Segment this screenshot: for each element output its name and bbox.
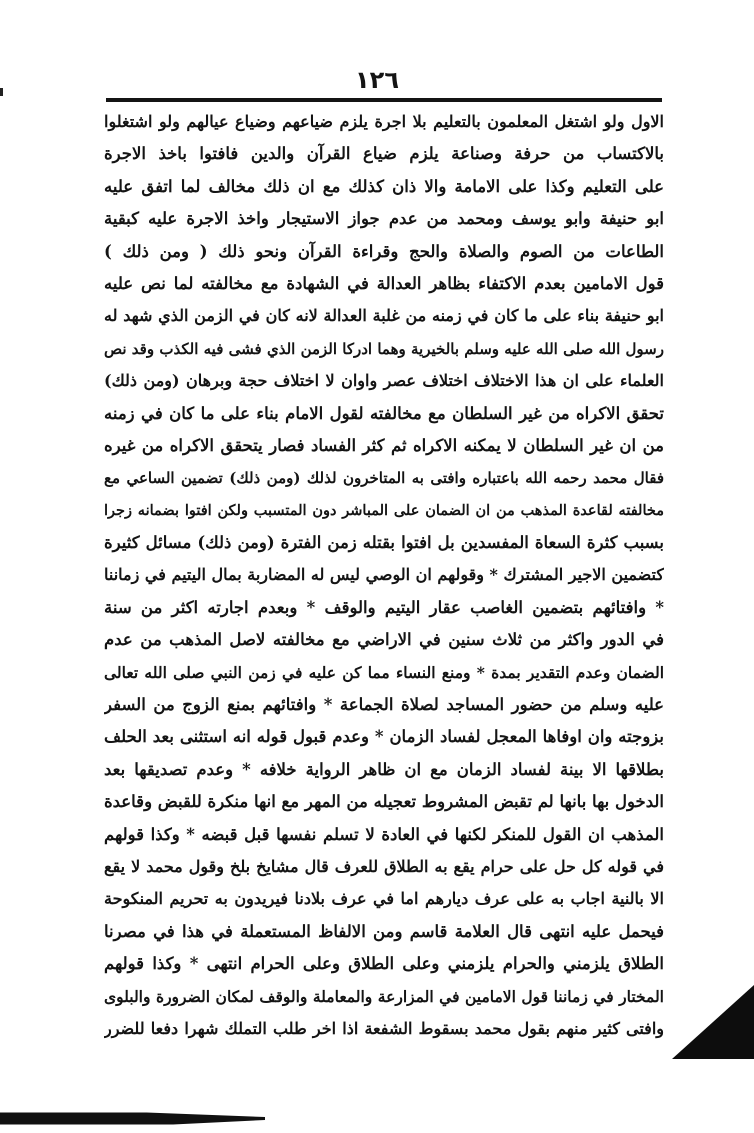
text-line: الدخول بها بانها لم تقبض المشروط تعجيله من المهر مع انها منكرة للقبض وقاعدة bbox=[104, 792, 664, 812]
text-line: قول الامامين بعدم الاكتفاء بظاهر العدالة في الشهادة مع مخالفته لما نص عليه bbox=[104, 273, 664, 293]
text-line: ابو حنيفة بناء على ما كان في زمنه من غلبة العدالة لانه كان في الزمن الذي شهد له bbox=[104, 306, 664, 326]
text-line: رسول الله صلى الله عليه وسلم بالخيرية وهما ادركا الزمن الذي فشى فيه الكذب وقد نص bbox=[104, 339, 664, 358]
text-line: ابو حنيفة وابو يوسف ومحمد من عدم جواز الاستيجار واخذ الاجرة عليه كبقية bbox=[104, 209, 664, 229]
text-line: مخالفته لقاعدة المذهب من ان الضمان على المباشر دون المتسبب ولكن افتوا بضمانه زجرا bbox=[104, 501, 664, 519]
text-line: بسبب كثرة السعاة المفسدين بل افتوا بقتله زمن الفترة (ومن ذلك) مسائل كثيرة bbox=[104, 533, 664, 553]
text-line: بزوجته وان اوفاها المعجل لفساد الزمان * وعدم قبول قوله انه استثنى بعد الحلف bbox=[104, 727, 664, 747]
text-line: في الدور واكثر من ثلاث سنين في الاراضي مع مخالفته لاصل المذهب من عدم bbox=[104, 630, 664, 650]
text-line: العلماء على ان هذا الاختلاف اختلاف عصر واوان لا اختلاف حجة وبرهان (ومن ذلك) bbox=[104, 371, 664, 391]
text-line: الاول ولو اشتغل المعلمون بالتعليم بلا اجرة يلزم ضياعهم وضياع عيالهم ولو اشتغلوا bbox=[104, 112, 664, 131]
text-line: * وافتائهم بتضمين الغاصب عقار اليتيم والوقف * وبعدم اجارته اكثر من سنة bbox=[104, 597, 664, 617]
text-line: على التعليم وكذا على الامامة والا ذان كذلك مع ان ذلك مخالف لما اتفق عليه bbox=[104, 176, 664, 196]
scan-shadow-bottom bbox=[0, 1104, 265, 1133]
text-line: المختار في زماننا قول الامامين في المزارعة والمعاملة والوقف لمكان الضرورة والبلوى bbox=[104, 986, 664, 1006]
text-line: كتضمين الاجير المشترك * وقولهم ان الوصي ليس له المضاربة بمال اليتيم في زماننا bbox=[104, 565, 664, 585]
text-line: في قوله كل حل على حرام يقع به الطلاق للعرف قال مشايخ بلخ وقول محمد لا يقع bbox=[104, 856, 664, 876]
text-line: الطاعات من الصوم والصلاة والحج وقراءة القرآن ونحو ذلك ( ومن ذلك ) bbox=[104, 241, 664, 261]
text-line: المذهب ان القول للمنكر لكنها في العادة لا تسلم نفسها قبل قبضه * وكذا قولهم bbox=[104, 824, 664, 844]
scan-shadow-right bbox=[672, 985, 754, 1059]
header-rule bbox=[106, 98, 662, 102]
text-line: من ان غير السلطان لا يمكنه الاكراه ثم كثر الفساد فصار يتحقق الاكراه من غيره bbox=[104, 435, 664, 455]
text-line: وافتى كثير منهم بقول محمد بسقوط الشفعة اذا اخر طلب التملك شهرا دفعا للضرر bbox=[104, 1018, 664, 1038]
page-number: ١٢٦ bbox=[355, 66, 399, 94]
text-line: عليه وسلم من حضور المساجد لصلاة الجماعة * وافتائهم بمنع الزوج من السفر bbox=[104, 695, 664, 715]
text-line: بالاكتساب من حرفة وصناعة يلزم ضياع القرآن والدين فافتوا باخذ الاجرة bbox=[104, 144, 664, 164]
text-line: فقال محمد رحمه الله باعتباره وافتى به المتاخرون لذلك (ومن ذلك) تضمين الساعي مع bbox=[104, 469, 664, 488]
text-line: فيحمل عليه انتهى قال العلامة قاسم ومن الالفاظ المستعملة في هذا في مصرنا bbox=[104, 921, 664, 941]
text-line: بطلاقها الا بينة لفساد الزمان مع ان ظاهر الرواية خلافه * وعدم تصديقها بعد bbox=[104, 759, 664, 779]
text-line: الا بالنية اجاب به على عرف ديارهم اما في عرف بلادنا فيريدون به تحريم المنكوحة bbox=[104, 889, 664, 909]
text-line: الطلاق يلزمني والحرام يلزمني وعلى الطلاق وعلى الحرام انتهى * وكذا قولهم bbox=[104, 954, 664, 974]
body-text bbox=[104, 106, 664, 1045]
text-line: تحقق الاكراه من غير السلطان مع مخالفته لقول الامام بناء على ما كان في زمنه bbox=[104, 403, 664, 423]
text-line: الضمان وعدم التقدير بمدة * ومنع النساء مما كن عليه في زمن النبي صلى الله تعالى bbox=[104, 662, 664, 682]
